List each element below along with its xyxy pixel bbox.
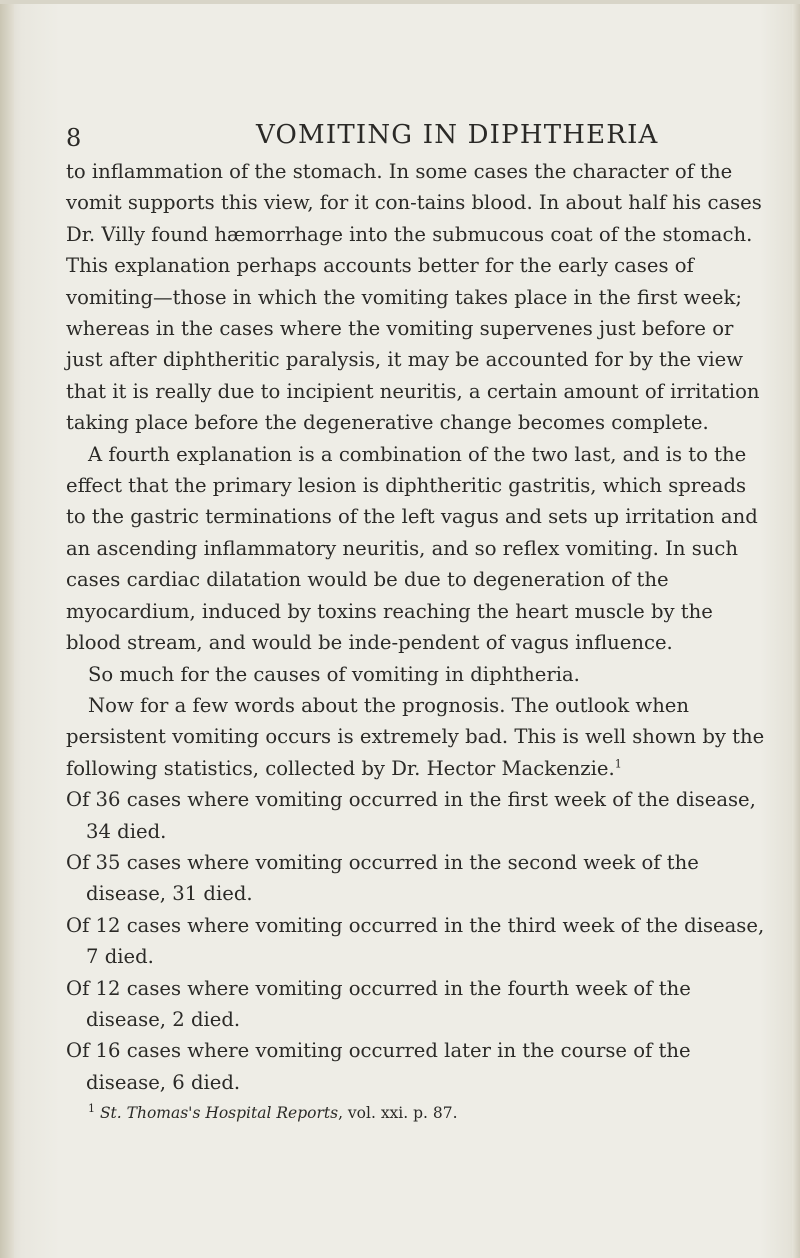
paragraph-4 — [66, 690, 766, 784]
page-top-edge — [0, 0, 800, 4]
paragraph-1: to inflammation of the stomach. In some cases the character of the vomit supports this view, for it con-tains blood. In about half his cases Dr. Villy found hæmorrhage into the submucous coat of the stomach. This explanation perhaps accounts better for the early cases of vomiting—those in which the vomiting takes place in the first week; whereas in the cases where the vomiting supervenes just before or just after diphtheritic paralysis, it may be accounted for by the view that it is really due to incipient neuritis, a certain amount of irritation taking place before the degenerative change becomes complete. — [66, 160, 762, 435]
statistic-item: Of 35 cases where vomiting occurred in the second week of the disease, 31 died. — [66, 850, 699, 906]
footnote-source: St. Thomas's Hospital Reports — [99, 1104, 339, 1123]
footnote-marker: 1 — [88, 1102, 95, 1116]
running-head — [66, 118, 766, 158]
statistic-item: Of 12 cases where vomiting occurred in the fourth week of the disease, 2 died. — [66, 976, 691, 1031]
paragraph-2: A fourth explanation is a combination of the two last, and is to the effect that the primary lesion is diphtheritic gastritis, which spreads to the gastric terminations of the left vagus and sets up irritation and an ascending inflammatory neuritis, and so reflex vomiting. In such cases cardiac dilatation would be due to degeneration of the myocardium, induced by toxins reaching the heart muscle by the blood stream, and would be inde-pendent of vagus influence. — [66, 442, 758, 655]
running-title: VOMITING IN DIPHTHERIA — [256, 120, 659, 150]
statistic-item: Of 12 cases where vomiting occurred in the third week of the disease, 7 died. — [66, 913, 765, 969]
footnote-reference: 1 — [614, 757, 622, 771]
paragraph-3: So much for the causes of vomiting in diphtheria. — [88, 662, 580, 686]
page-number: 8 — [66, 124, 82, 152]
footnote-detail: , vol. xxi. p. 87. — [338, 1104, 458, 1123]
paragraph-4-text: Now for a few words about the prognosis. The outlook when persistent vomiting occurs is extremely bad. This is well shown by the following statistics, collected by Dr. Hector Mackenzie. — [66, 693, 765, 780]
page-spine-shadow — [0, 0, 14, 1258]
footnote — [66, 1100, 766, 1126]
statistic-item: Of 36 cases where vomiting occurred in the first week of the disease, 34 died. — [66, 788, 756, 843]
body-text — [66, 156, 766, 1126]
page-edge-shadow — [792, 0, 800, 1258]
statistic-item: Of 16 cases where vomiting occurred later in the course of the disease, 6 died. — [66, 1039, 691, 1094]
